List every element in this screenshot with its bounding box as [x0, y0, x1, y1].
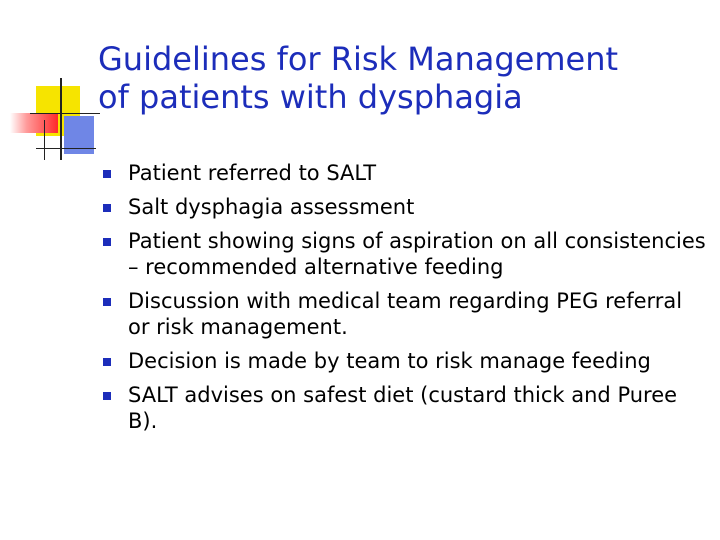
- bullet-item: [98, 228, 708, 280]
- square-bullet-icon: [103, 392, 111, 400]
- bullet-text: Patient showing signs of aspiration on all consistencies – recommended alternative feeding: [128, 229, 706, 279]
- decorative-logo: [0, 0, 100, 170]
- slide-title-line: of patients with dysphagia: [98, 78, 523, 116]
- square-bullet-icon: [103, 204, 111, 212]
- bullet-item: [98, 382, 708, 434]
- bullet-item: [98, 160, 708, 186]
- square-bullet-icon: [103, 238, 111, 246]
- slide-title: [98, 40, 698, 116]
- red-gradient-bar: [10, 113, 58, 133]
- bullet-text: Discussion with medical team regarding PEG referral or risk management.: [128, 289, 683, 339]
- bullet-item: [98, 348, 708, 374]
- square-bullet-icon: [103, 170, 111, 178]
- bullet-text: Patient referred to SALT: [128, 161, 377, 185]
- square-bullet-icon: [103, 298, 111, 306]
- bullet-text: SALT advises on safest diet (custard thick and Puree B).: [128, 383, 678, 433]
- slide-title-line: Guidelines for Risk Management: [98, 40, 619, 78]
- bullet-list: [98, 160, 708, 442]
- square-bullet-icon: [103, 358, 111, 366]
- horizontal-line: [36, 148, 96, 149]
- horizontal-line: [30, 113, 100, 114]
- bullet-text: Decision is made by team to risk manage feeding: [128, 349, 651, 373]
- vertical-line: [44, 120, 45, 160]
- bullet-item: [98, 194, 708, 220]
- bullet-text: Salt dysphagia assessment: [128, 195, 415, 219]
- bullet-item: [98, 288, 708, 340]
